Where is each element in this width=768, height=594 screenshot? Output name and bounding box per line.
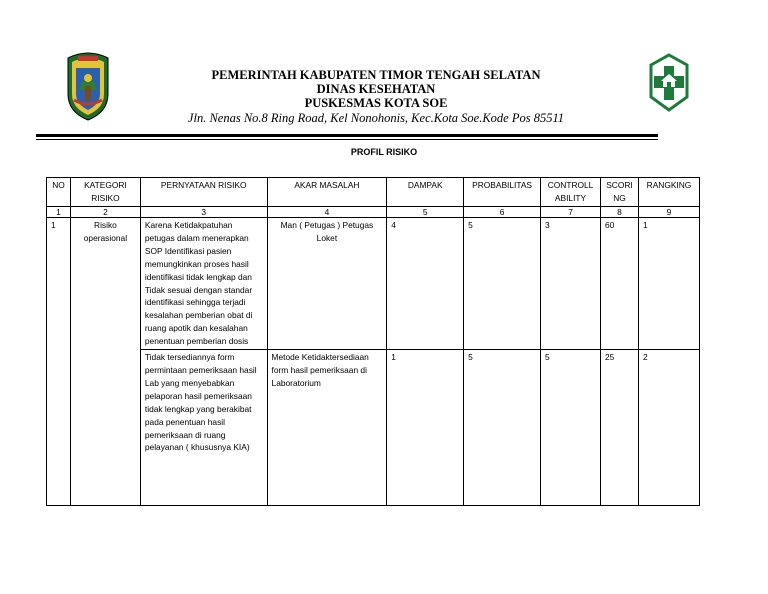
cell-pernyataan: Karena Ketidakpatuhan petugas dalam menerapkan SOP Identifikasi pasien memungkinkan proses hasil identifikasi tidak lengkap dan Tidak sesuai dengan standar identifikasi sehingga terjadi kesalahan pemberian obat di ruang apotik dan kesalahan penentuan pemberian dosis	[140, 218, 267, 350]
header-controllability: CONTROLL ABILITY	[541, 178, 601, 207]
column-number: 9	[638, 207, 699, 218]
government-name: PEMERINTAH KABUPATEN TIMOR TENGAH SELATAN	[211, 68, 541, 82]
address: Jln. Nenas No.8 Ring Road, Kel Nonohonis, Kec.Kota Soe.Kode Pos 85511	[187, 111, 565, 125]
table-row	[47, 218, 700, 350]
column-number-row	[47, 207, 700, 218]
cell-pernyataan: Tidak tersediannya form permintaan pemeriksaan hasil Lab yang menyebabkan pelaporan hasil pemeriksaan tidak lengkap yang berakibat pada penentuan hasil pemeriksaan di ruang pelayanan ( khususnya KIA)	[140, 350, 267, 506]
cell-no: 1	[47, 218, 71, 506]
header-kategori: KATEGORI RISIKO	[70, 178, 140, 207]
column-number: 2	[70, 207, 140, 218]
document-title: PROFIL RISIKO	[350, 147, 418, 157]
cell-probabilitas: 5	[464, 350, 541, 506]
column-number: 8	[601, 207, 639, 218]
column-number: 7	[541, 207, 601, 218]
cell-controllability: 5	[541, 350, 601, 506]
cell-akar-masalah: Metode Ketidaktersediaan form hasil pemeriksaan di Laboratorium	[267, 350, 387, 506]
cell-akar-masalah: Man ( Petugas ) Petugas Loket	[267, 218, 387, 350]
header-dampak: DAMPAK	[387, 178, 464, 207]
header-probabilitas: PROBABILITAS	[464, 178, 541, 207]
cell-scoring: 25	[601, 350, 639, 506]
header-rule-thin	[36, 139, 658, 140]
cell-controllability: 3	[541, 218, 601, 350]
facility-name: PUSKESMAS KOTA SOE	[304, 96, 448, 110]
table-header-row	[47, 178, 700, 207]
agency-name: DINAS KESEHATAN	[316, 82, 436, 96]
header-rule-thick	[36, 134, 658, 137]
column-number: 5	[387, 207, 464, 218]
header-scoring: SCORI NG	[601, 178, 639, 207]
cell-rangking: 2	[638, 350, 699, 506]
cell-kategori: Risiko operasional	[70, 218, 140, 506]
column-number: 4	[267, 207, 387, 218]
cell-scoring: 60	[601, 218, 639, 350]
header-akar-masalah: AKAR MASALAH	[267, 178, 387, 207]
risk-profile-table	[46, 177, 700, 506]
header-no: NO	[47, 178, 71, 207]
cell-probabilitas: 5	[464, 218, 541, 350]
header-rangking: RANGKING	[638, 178, 699, 207]
regency-emblem-logo	[64, 50, 112, 122]
header-pernyataan: PERNYATAAN RISIKO	[140, 178, 267, 207]
table-row	[47, 350, 700, 506]
column-number: 3	[140, 207, 267, 218]
letterhead	[120, 68, 632, 126]
column-number: 6	[464, 207, 541, 218]
cell-dampak: 1	[387, 350, 464, 506]
cell-rangking: 1	[638, 218, 699, 350]
column-number: 1	[47, 207, 71, 218]
cell-dampak: 4	[387, 218, 464, 350]
puskesmas-logo	[646, 52, 692, 118]
